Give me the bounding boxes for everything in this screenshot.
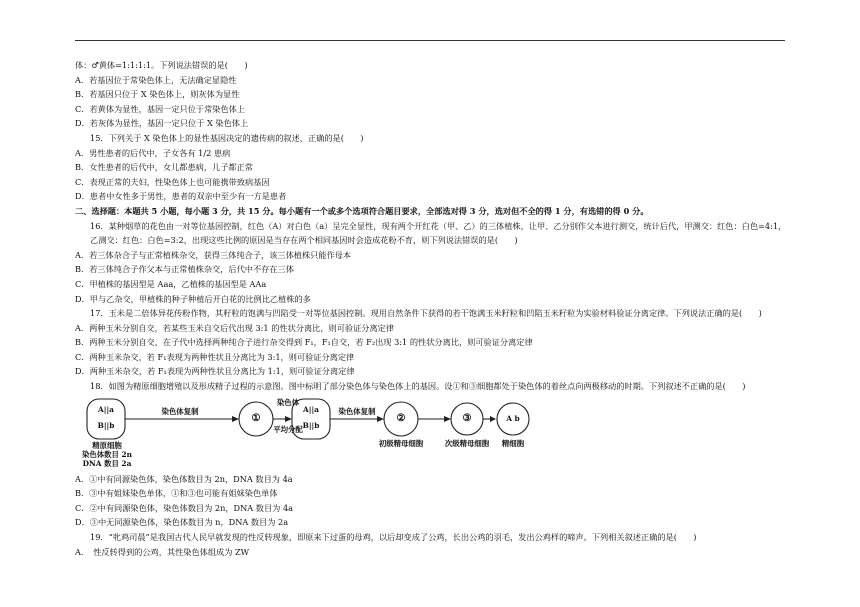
q18-option-d: D．③中无同源染色体，染色体数目为 n，DNA 数目为 2a xyxy=(75,517,289,528)
q18-option-a: A．①中有同源染色体，染色体数目为 2n，DNA 数目为 4a xyxy=(75,473,293,484)
q18-stem: 18．如图为精原细胞增殖以及形成精子过程的示意图。图中标明了部分染色体与染色体上的基因。设①和③细胞都处于染色体的着丝点向两极移动的时期。下列叙述不正确的是( ) xyxy=(90,381,746,392)
document-page xyxy=(75,58,787,559)
spermatogonium-caption-3: DNA 数目 2a xyxy=(82,458,132,468)
sperm-cell-caption: 精细胞 xyxy=(501,438,525,448)
sperm-cell-genes: A b xyxy=(506,413,520,423)
cell-after-division-genes-top: A||a xyxy=(303,404,319,414)
arrow-label-distribution-bottom: 平均分配 xyxy=(273,424,303,434)
q15-stem: 15．下列关于 X 染色体上的显性基因决定的遗传病的叙述，正确的是( ) xyxy=(90,132,364,143)
q14-option-b: B．若基因只位于 X 染色体上，则灰体为显性 xyxy=(75,89,240,100)
arrow-label-replication-2: 染色体复制 xyxy=(338,406,376,416)
secondary-spermatocyte-caption: 次级精母细胞 xyxy=(444,438,490,448)
section-two-heading: 二、选择题：本题共 5 小题，每小题 3 分，共 15 分。每小题有一个或多个选项符合题目要求，全部选对得 3 分，选对但不全的得 1 分，有选错的得 0 分。 xyxy=(75,205,649,216)
cell-after-division-genes-bottom: B||b xyxy=(302,420,320,430)
cell-2-label: ② xyxy=(396,412,406,424)
q16-option-a: A．若三体杂合子与正常植株杂交，获得三体纯合子，该三体植株只能作母本 xyxy=(75,249,352,260)
spermatogonium-caption-1: 精原细胞 xyxy=(92,440,122,450)
q16-stem: 16．某种烟草的花色由一对等位基因控制，红色（A）对白色（a）呈完全显性，现有两个开红花（甲、乙）的三体植株，让甲、乙分别作父本进行测交，统计后代，甲测交：红色：白色=4:1，乙测交：红色：白色=3:2，出现这些比例的原因是当存在两个相同基因时会造成花粉不育，则下列说法错误的是( ) xyxy=(90,220,787,246)
q18-option-c: C．②中有同源染色体，染色体数目为 2n，DNA 数目为 4a xyxy=(75,502,294,513)
q15-option-c: C．表现正常的夫妇，性染色体上也可能携带致病基因 xyxy=(75,176,270,187)
header-rule xyxy=(75,40,785,41)
q18-option-b: B．③中有姐妹染色单体，①和③也可能有姐妹染色单体 xyxy=(75,488,278,499)
q17-option-b: B．两种玉米分别自交，在子代中选择两种纯合子进行杂交得到 F₁，F₁自交，若 F₂出现 3:1 的性状分离比，则可验证分离定律 xyxy=(75,337,533,348)
q17-stem: 17．玉米是二倍体异花传粉作物，其籽粒的饱满与凹陷受一对等位基因控制。现用自然条件下获得的若干饱满玉米籽粒和凹陷玉米籽粒为实验材料验证分离定律。下列说法正确的是( ) xyxy=(90,308,762,319)
spermatogenesis-diagram xyxy=(75,397,787,469)
spermatogonium-genes-bottom: B||b xyxy=(97,420,115,430)
q17-option-a: A．两种玉米分别自交，若某些玉米自交后代出现 3:1 的性状分离比，则可验证分离定律 xyxy=(75,322,395,333)
q15-option-a: A．男性患者的后代中，子女各有 1/2 患病 xyxy=(75,147,231,158)
q14-option-c: C．若黄体为显性，基因一定只位于常染色体上 xyxy=(75,103,246,114)
primary-spermatocyte-caption: 初级精母细胞 xyxy=(378,438,424,448)
q17-option-c: C．两种玉米杂交，若 F₁表现为两种性状且分离比为 3:1，则可验证分离定律 xyxy=(75,351,355,362)
spermatogonium-genes-top: A||a xyxy=(98,404,114,414)
q16-option-c: C．甲植株的基因型是 Aaa，乙植株的基因型是 AAa xyxy=(75,278,267,289)
q14-option-d: D．若灰体为显性，基因一定只位于 X 染色体上 xyxy=(75,118,249,129)
q17-option-d: D．两种玉米杂交，若 F₁表现为两种性状且分离比为 1:1，则可验证分离定律 xyxy=(75,366,355,377)
q14-option-a: A．若基因位于常染色体上，无法确定显隐性 xyxy=(75,74,237,85)
cell-1-label: ① xyxy=(251,412,261,424)
q16-option-b: B．若三体纯合子作父本与正常植株杂交，后代中不存在三体 xyxy=(75,264,294,275)
q14-stem-tail: 体：♂黄体=1:1:1:1。下列说法错误的是( ) xyxy=(75,60,248,70)
q19-stem: 19．“牝鸡司晨”是我国古代人民早就发现的性反转现象，即原来下过蛋的母鸡，以后却变成了公鸡，长出公鸡的羽毛，发出公鸡样的啼声。下列相关叙述正确的是( ) xyxy=(90,532,697,543)
q15-option-d: D．患者中女性多于男性，患者的双亲中至少有一方是患者 xyxy=(75,191,287,202)
arrow-label-replication-1: 染色体复制 xyxy=(161,406,199,416)
sperm-cell-svg xyxy=(483,397,543,457)
q15-option-b: B．女性患者的后代中，女儿都患病，儿子都正常 xyxy=(75,162,253,173)
spermatogonium-caption-2: 染色体数目 2n xyxy=(81,449,133,459)
arrow-label-distribution-top: 染色体 xyxy=(276,397,300,407)
cell-3-label: ③ xyxy=(462,412,472,424)
q19-option-a: A． 性反转得到的公鸡，其性染色体组成为 ZW xyxy=(75,546,250,557)
q16-option-d: D．甲与乙杂交，甲植株的种子种植后开白花的比例比乙植株的多 xyxy=(75,293,311,304)
